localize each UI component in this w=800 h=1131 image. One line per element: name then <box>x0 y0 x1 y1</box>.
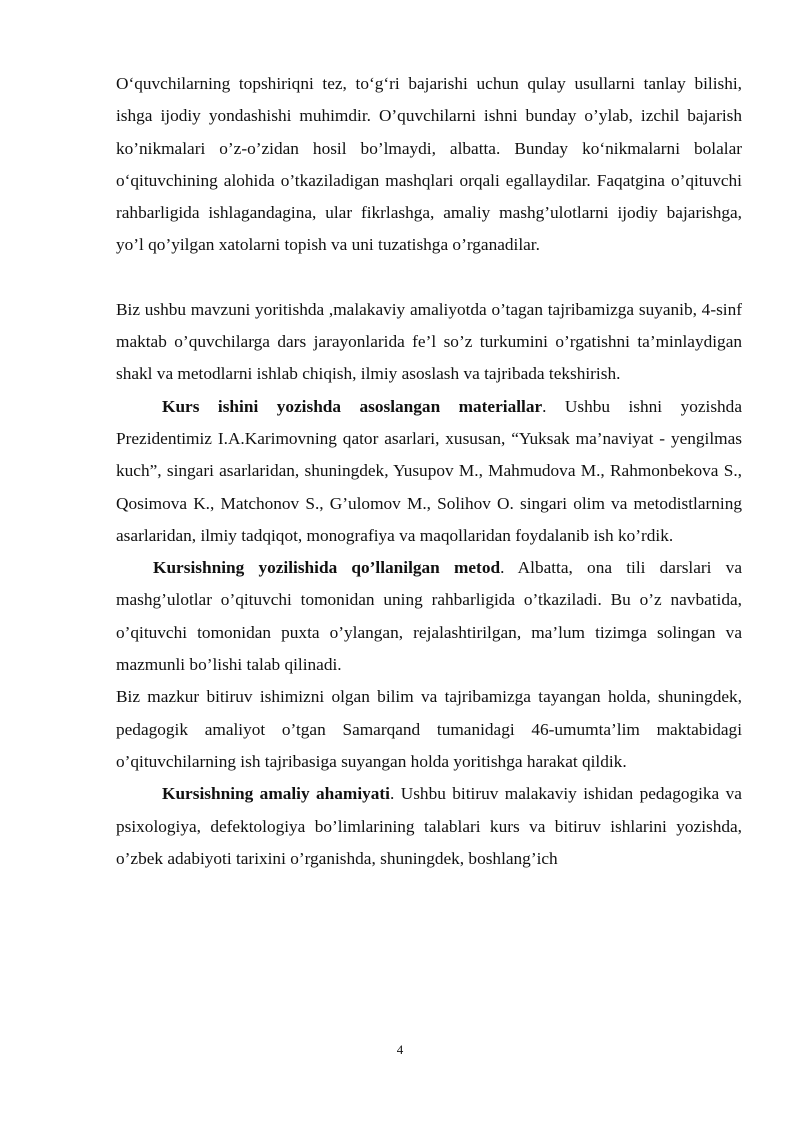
paragraph-experience: Biz mazkur bitiruv ishimizni olgan bilim va tajribamizga tayangan holda, shuningdek, pedagogik amaliyot o’tgan Samarqand tumanidagi 46-umumta’lim maktabidagi o’qituvchilarning ish tajribasiga suyangan holda yoritishga harakat qildik. <box>116 687 742 771</box>
paragraph-spacer <box>116 262 742 294</box>
paragraph-method-text: . Albatta, ona tili darslari va mashg’ulotlar o’qituvchi tomonidan uning rahbarligida o’tkaziladi. Bu o’z navbatida, o’qituvchi tomonidan puxta o’ylangan, rejalashtirilgan, ma’lum tizimga solingan va mazmunli bo’lishi talab qilinadi. <box>116 558 742 675</box>
paragraph-significance <box>116 778 742 875</box>
heading-materials: Kurs ishini yozishda asoslangan materiallar <box>162 396 543 416</box>
heading-significance: Kursishning amaliy ahamiyati <box>162 784 390 804</box>
paragraph-materials <box>116 391 742 552</box>
paragraph-research-goal: Biz ushbu mavzuni yoritishda ,malakaviy amaliyotda o’tagan tajribamizga suyanib, 4-sinf maktab o’quvchilarga dars jarayonlarida fe’l so’z turkumini o’rgatishni ta’minlaydigan shakl va metodlarni ishlab chiqish, ilmiy asoslash va tajribada tekshirish. <box>116 299 742 384</box>
paragraph-materials-text: . Ushbu ishni yozishda Prezidentimiz I.A.Karimovning qator asarlari, xususan, “Yuksak ma’naviyat - yengilmas kuch”, singari asarlaridan, shuningdek, Yusupov M., Mahmudova M., Rahmonbekova S., Qosimova K., Matchonov S., G’ulomov M., Solihov O. singari olim va metodistlarning asarlaridan, ilmiy tadqiqot, monografiya va maqollaridan foydalanib ish ko’rdik. <box>116 396 742 545</box>
document-body <box>116 68 742 875</box>
paragraph-intro: O‘quvchilarning topshiriqni tez, to‘g‘ri bajarishi uchun qulay usullarni tanlay bilishi, ishga ijodiy yondashishi muhimdir. O’quvchilarni ishni bunday o’ylab, izchil bajarish ko’nikmalari o’z-o’zidan hosil bo’lmaydi, albatta. Bunday ko‘nikmalarni bolalar o‘qituvchining alohida o’tkaziladigan mashqlari orqali egallaydilar. Faqatgina o’qituvchi rahbarligida ishlagandagina, ular fikrlashga, amaliy mashg’ulotlarni ijodiy bajarishga, yo’l qo’yilgan xatolarni topish va uni tuzatishga o’rganadilar. <box>116 74 742 255</box>
paragraph-significance-text: . Ushbu bitiruv malakaviy ishidan pedagogika va psixologiya, defektologiya bo’limlarining talablari kurs va bitiruv ishlarini yozishda, o’zbek adabiyoti tarixini o’rganishda, shuningdek, boshlang’ich <box>116 784 742 868</box>
heading-method: Kursishning yozilishida qo’llanilgan metod <box>153 558 501 578</box>
page-number: 4 <box>396 1042 404 1057</box>
paragraph-method <box>116 552 742 681</box>
